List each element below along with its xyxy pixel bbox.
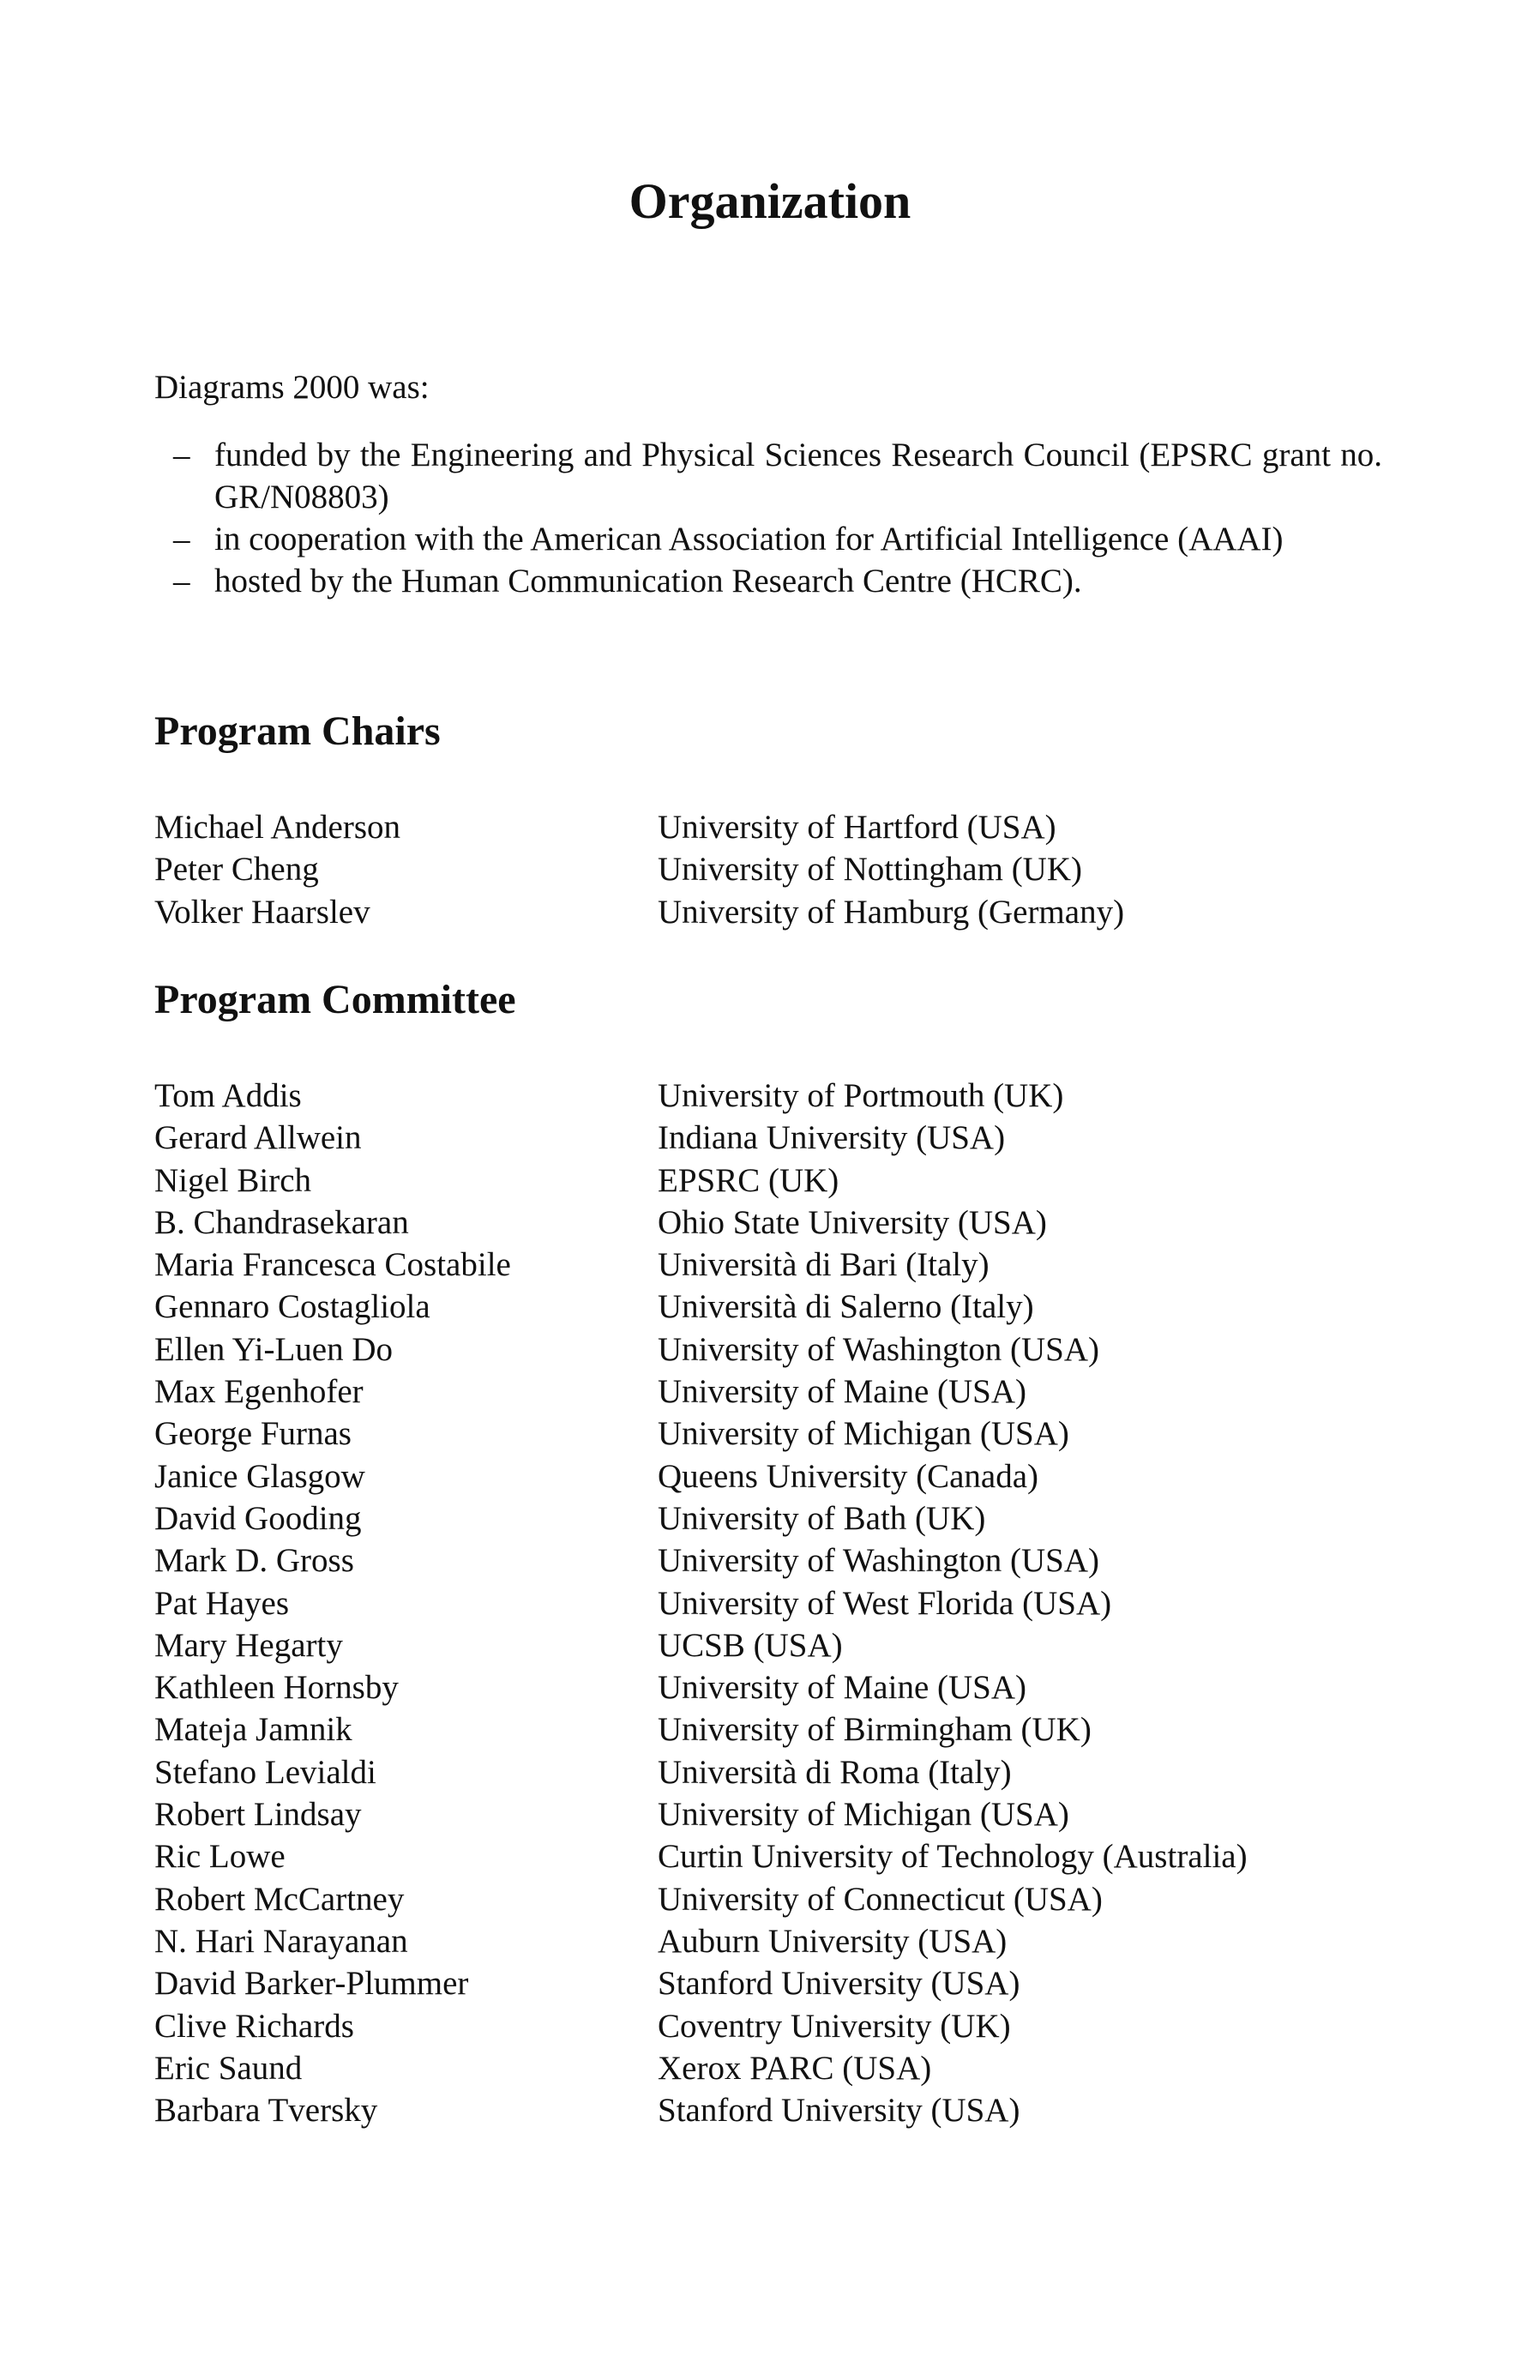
member-affiliation: Indiana University (USA) (658, 1119, 1006, 1157)
member-affiliation: University of Washington (USA) (658, 1330, 1100, 1368)
member-name: Ellen Yi-Luen Do (154, 1330, 393, 1368)
member-affiliation: Xerox PARC (USA) (658, 2049, 932, 2087)
member-affiliation: University of Connecticut (USA) (658, 1880, 1103, 1918)
member-name: Robert Lindsay (154, 1796, 362, 1834)
member-affiliation: University of Maine (USA) (658, 1669, 1027, 1707)
roster-row (154, 1624, 1382, 1666)
roster-row (154, 891, 1382, 933)
roster-row (154, 1793, 1382, 1835)
sponsor-item-text: hosted by the Human Communication Research Centre (HCRC). (214, 563, 1082, 600)
member-name: David Barker-Plummer (154, 1965, 469, 2003)
bullet-dash: – (173, 563, 190, 600)
member-name: Gerard Allwein (154, 1119, 362, 1157)
member-affiliation: Ohio State University (USA) (658, 1203, 1047, 1241)
member-name: Barbara Tversky (154, 2092, 378, 2130)
roster-row (154, 1497, 1382, 1539)
member-name: Kathleen Hornsby (154, 1669, 399, 1707)
member-affiliation: University of West Florida (USA) (658, 1584, 1112, 1622)
member-name: Eric Saund (154, 2049, 303, 2087)
sponsor-item (154, 434, 1382, 518)
member-affiliation: Curtin University of Technology (Australia) (658, 1838, 1248, 1876)
member-affiliation: University of Hartford (USA) (658, 809, 1056, 846)
roster-row (154, 1835, 1382, 1877)
member-name: David Gooding (154, 1499, 362, 1537)
sponsor-item-text: in cooperation with the American Association for Artificial Intelligence (AAAI) (214, 521, 1284, 557)
roster-row (154, 1539, 1382, 1582)
member-affiliation: Università di Salerno (Italy) (658, 1288, 1034, 1326)
member-name: Max Egenhofer (154, 1373, 364, 1411)
roster-row (154, 1160, 1382, 1202)
intro-section (154, 366, 1382, 602)
roster-row (154, 1075, 1382, 1117)
roster-row (154, 1244, 1382, 1286)
roster-row (154, 806, 1382, 848)
roster-row (154, 1413, 1382, 1455)
member-affiliation: Università di Roma (Italy) (658, 1753, 1012, 1791)
roster-row (154, 2005, 1382, 2047)
member-name: Peter Cheng (154, 851, 319, 889)
member-affiliation: Università di Bari (Italy) (658, 1246, 990, 1284)
program-committee-roster (154, 1075, 1382, 2131)
member-name: Pat Hayes (154, 1584, 290, 1622)
member-affiliation: Queens University (Canada) (658, 1457, 1039, 1495)
member-affiliation: University of Washington (USA) (658, 1542, 1100, 1580)
member-name: Mateja Jamnik (154, 1711, 352, 1749)
roster-row (154, 1878, 1382, 1920)
member-name: Ric Lowe (154, 1838, 286, 1876)
member-name: Mary Hegarty (154, 1626, 343, 1664)
member-affiliation: University of Michigan (USA) (658, 1796, 1069, 1834)
roster-row (154, 1117, 1382, 1159)
member-name: Volker Haarslev (154, 893, 370, 931)
member-affiliation: University of Hamburg (Germany) (658, 893, 1125, 931)
member-affiliation: Stanford University (USA) (658, 2092, 1020, 2130)
member-affiliation: University of Nottingham (UK) (658, 851, 1083, 889)
member-affiliation: University of Bath (UK) (658, 1499, 986, 1537)
section-title: Program Committee (154, 977, 516, 1022)
roster-row (154, 1751, 1382, 1793)
member-name: Maria Francesca Costabile (154, 1246, 511, 1284)
member-name: Robert McCartney (154, 1880, 405, 1918)
roster-row (154, 1582, 1382, 1624)
roster-row (154, 1920, 1382, 1962)
roster-row (154, 1455, 1382, 1497)
intro-line: Diagrams 2000 was: (154, 369, 430, 406)
member-name: Janice Glasgow (154, 1457, 365, 1495)
member-name: Tom Addis (154, 1077, 302, 1114)
member-name: Mark D. Gross (154, 1542, 354, 1580)
member-affiliation: Auburn University (USA) (658, 1922, 1008, 1960)
sponsor-list (154, 434, 1382, 602)
member-name: Nigel Birch (154, 1161, 312, 1199)
section-title: Program Chairs (154, 708, 441, 754)
page-title: Organization (629, 173, 911, 229)
member-name: Stefano Levialdi (154, 1753, 376, 1791)
member-name: Gennaro Costagliola (154, 1288, 430, 1326)
member-affiliation: University of Birmingham (UK) (658, 1711, 1092, 1749)
bullet-dash: – (173, 521, 190, 557)
roster-row (154, 2089, 1382, 2131)
roster-row (154, 1286, 1382, 1328)
roster-row (154, 1371, 1382, 1413)
member-affiliation: University of Maine (USA) (658, 1373, 1027, 1411)
member-affiliation: University of Portmouth (UK) (658, 1077, 1064, 1114)
roster-row (154, 848, 1382, 890)
member-affiliation: Coventry University (UK) (658, 2007, 1011, 2045)
roster-row (154, 1666, 1382, 1708)
member-affiliation: Stanford University (USA) (658, 1965, 1020, 2003)
bullet-dash: – (173, 437, 190, 473)
member-name: B. Chandrasekaran (154, 1203, 409, 1241)
member-name: N. Hari Narayanan (154, 1922, 408, 1960)
member-name: Clive Richards (154, 2007, 354, 2045)
roster-row (154, 1708, 1382, 1750)
member-affiliation: EPSRC (UK) (658, 1161, 839, 1199)
program-chairs-section (154, 706, 1382, 933)
roster-row (154, 1329, 1382, 1371)
member-affiliation: University of Michigan (USA) (658, 1415, 1069, 1453)
sponsor-item-text: funded by the Engineering and Physical Sciences Research Council (EPSRC grant no. GR/N08803) (214, 437, 1382, 515)
sponsor-item (154, 560, 1382, 602)
roster-row (154, 2047, 1382, 2089)
member-affiliation: UCSB (USA) (658, 1626, 843, 1664)
roster-row (154, 1202, 1382, 1244)
member-name: George Furnas (154, 1415, 352, 1453)
member-name: Michael Anderson (154, 809, 401, 846)
sponsor-item (154, 518, 1382, 560)
program-committee-section (154, 974, 1382, 2131)
program-chairs-roster (154, 806, 1382, 933)
roster-row (154, 1962, 1382, 2004)
